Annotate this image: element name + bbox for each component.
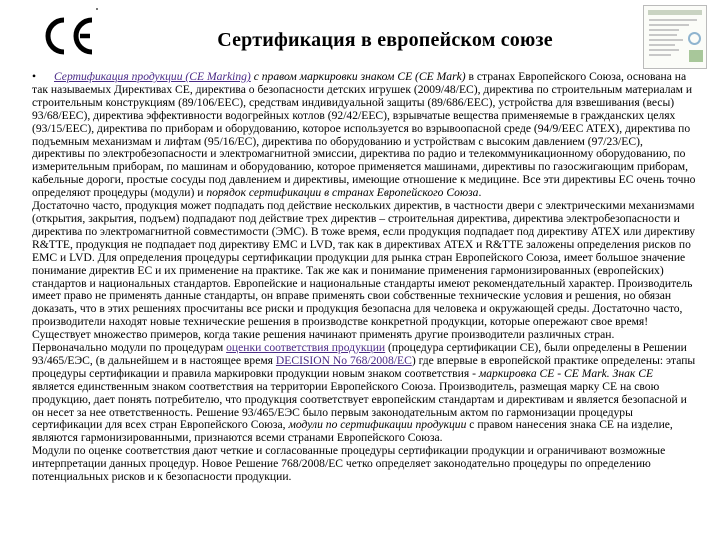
modules-text-3: ) где впервые в европейской практике определены: этапы процедуры сертификации и правила маркировки продукции новым знаком соответствия - — [32, 353, 696, 380]
certification-modules-italic: модули по сертификации продукции — [288, 418, 467, 432]
modules-text-1: Первоначально модули по процедурам — [32, 341, 227, 355]
paragraph-multiple-directives: Достаточно часто, продукция может подпадать под действие нескольких директив, в частности двери с электрическими механизмами (открытия, закрытия, подъем) подпадают под действие трех директив – строительная директива, директива электробезопасности и директива по электромагнитной совместимости (ЭМС). В тоже время, если продукция подпадает под директиву ATEX или директиву R&TTE, продукция не подпадает под директиву EMC и LVD, так как в директивах ATEX и R&TTE заложены определения рисков по EMC и LVD. Для определения процедуры сертификации продукции для рынка стран Европейского Союза, имеет большое значение понимание директив ЕС и их применение на практике. Так же как и понимание применения гармонизированных (европейских) стандартов и национальных стандартов. Европейские и национальные стандарты имеют рекомендательный характер. Производитель имеет право не применять данные стандарты, он вправе применять свои собственные технические условия и решения, но обязан доказать, что в этих решениях просчитаны все риски и продукция безопасна для человека и окружающей среды. Достаточно часто, производители находят новые технические решения в производстве конкретной продукции, которые опережают свое время! Существует множество примеров, когда такие решения начинают применять другие производители различных стран. — [32, 199, 696, 342]
paragraph-modules — [32, 342, 696, 445]
article-body — [32, 71, 696, 484]
directives-text-end: . — [478, 186, 482, 200]
bullet: • — [32, 70, 37, 83]
ce-mark-italic: с правом маркировки знаком CE (CE Mark) — [253, 70, 466, 83]
paragraph-assessment-modules: Модули по оценке соответствия дают четкие и согласованные процедуры сертификации продукции и ограничивают возможные интерпретации данных процедур. Новое Решение 768/2008/EC четко определяет законодательно процедуры по определению потенциальных рисков и к безопасности продукции. — [32, 444, 666, 484]
modules-text-5: с правом нанесения знака CE на изделие, являются гармонизированными, признаются всеми странами Европейского Союза. — [32, 418, 673, 445]
page-title: Сертификация в европейском союзе — [217, 29, 553, 51]
modules-text-2: (процедура сертификации CE), были определены в Решении 93/465/ЕЭС, (в дальнейшем и в настоящее время — [32, 341, 687, 367]
ce-marking-italic: маркировка CE - CE Mark. Знак CE — [478, 366, 654, 380]
decorative-dot — [96, 8, 98, 10]
product-certification-link[interactable]: Сертификация продукции (CE Marking) — [54, 70, 251, 83]
certification-procedure-italic: порядок сертификации в странах Европейского Союза — [206, 186, 479, 200]
decision-768-link[interactable]: DECISION No 768/2008/EC — [275, 353, 412, 367]
ce-mark-logo-icon — [42, 14, 102, 58]
certificate-document-icon — [643, 5, 707, 69]
modules-text-4: является единственным знаком соответствия на территории Европейского Союза. Производитель, размещая марку CE на свою продукцию, дает понять потребителю, что продукция соответствует европейским стандартам и директивам и является безопасной и он несет за нее ответственность. Решение 93/465/ЕЭС было первым законодательным актом по гармонизации процедуры сертификации для всех стран Европейского Союза, — [32, 379, 687, 432]
conformity-assessment-link[interactable]: оценки соответствия продукции — [226, 341, 386, 355]
directives-text: в странах Европейского Союза, основана на так называемых Директивах CE, директива о безопасности детских игрушек (2009/48/EC), директива по строительным материалам и строительным конструкциям (89/106/EEC), средствам индивидуальной защиты (89/686/EEC), устройства для взвешивания (весы) 93/68/EEC), директива эффективности водогрейных котлов (92/42/EEC), взрывчатые вещества применяемые в гражданских целях (93/15/EEC), директива по приборам и оборудованию, которое используется во взрывоопасной среде (94/9/EEC ATEX), директива по подъемным механизмам и лифтам (95/16/EC), директива по оборудованию и устройствам с высоким давлением (97/23/EC), директивы по электробезопасности и электромагнитной эмиссии, директива по радио и телекоммуникационному оборудованию, по измерительным приборам, по машинам и оборудованию, которое применяется машинами, директивы по газосжигающим приборам, кабельные дороги, простые сосуды под давлением и директивы, имеющие отношение к медицине. Все эти директивы ЕС очень точно определяют процедуры (модули) и — [32, 70, 696, 200]
paragraph-directives — [32, 71, 696, 200]
